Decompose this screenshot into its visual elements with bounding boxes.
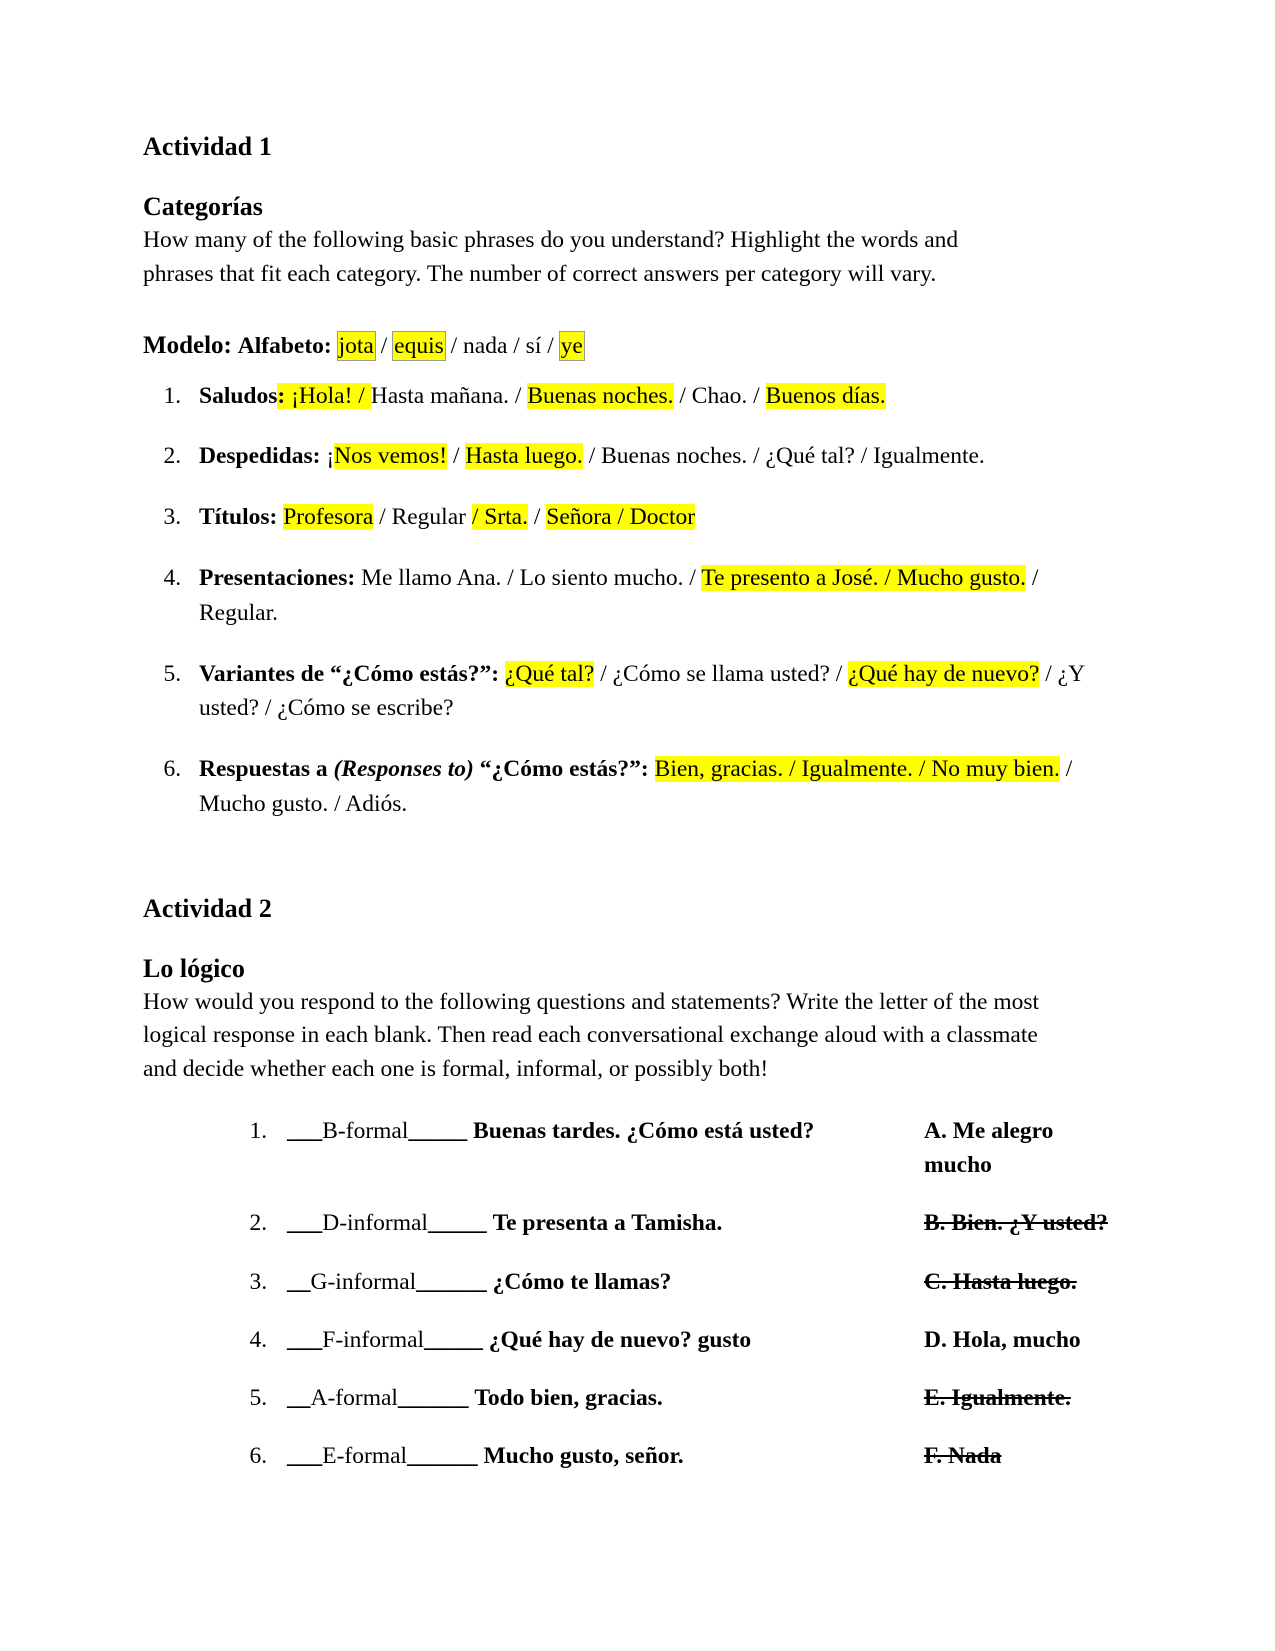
titulos-plain-3: / xyxy=(527,504,547,531)
category-label-despedidas: Despedidas: xyxy=(199,443,321,470)
activity-2-section xyxy=(143,894,1115,1473)
blank-suffix-1: _____ xyxy=(408,1118,468,1145)
modelo-label: Modelo: xyxy=(143,332,232,360)
matching-left-5 xyxy=(287,1381,924,1415)
category-label-presentaciones: Presentaciones: xyxy=(199,564,356,591)
despedidas-hl-2: Hasta luego. xyxy=(465,443,583,470)
despedidas-plain-1: ¡ xyxy=(320,443,335,470)
activity-2-subtitle: Lo lógico xyxy=(143,953,245,983)
activity-1-subtitle: Categorías xyxy=(143,192,263,221)
option-e: E. Igualmente. xyxy=(924,1384,1071,1411)
answer-field-5[interactable]: A-formal xyxy=(310,1384,398,1411)
blank-suffix-6: ______ xyxy=(407,1442,478,1469)
blank-prefix-4: ___ xyxy=(287,1326,323,1353)
presentaciones-hl-1: Te presento a José. / Mucho gusto. xyxy=(701,564,1027,591)
saludos-plain-2: / Chao. / xyxy=(673,382,766,409)
category-item-saludos xyxy=(187,379,1115,414)
prompt-text-5: Todo bien, gracias. xyxy=(474,1384,663,1411)
category-list xyxy=(143,379,1115,822)
option-a: A. Me alegro mucho xyxy=(924,1118,1054,1179)
saludos-hl-2: Buenas noches. xyxy=(527,382,674,409)
category-item-presentaciones xyxy=(187,561,1115,631)
despedidas-hl-1: Nos vemos! xyxy=(334,443,448,470)
prompt-text-2: Te presenta a Tamisha. xyxy=(492,1210,723,1237)
presentaciones-plain-1: Me llamo Ana. / Lo siento mucho. / xyxy=(355,564,702,591)
answer-field-6[interactable]: E-formal xyxy=(322,1442,408,1469)
modelo-category: Alfabeto: xyxy=(237,333,332,360)
category-label-responses-to: (Responses to) xyxy=(333,756,474,783)
saludos-hl-3: Buenos días. xyxy=(765,382,886,409)
matching-row xyxy=(273,1206,1115,1240)
matching-left-4 xyxy=(287,1323,924,1357)
matching-row xyxy=(273,1265,1115,1299)
matching-left-3 xyxy=(287,1265,924,1299)
blank-suffix-2: _____ xyxy=(427,1210,487,1237)
titulos-hl-1: Profesora xyxy=(283,504,374,531)
modelo-option-equis: equis xyxy=(394,333,444,360)
modelo-option-jota: jota xyxy=(338,333,374,360)
titulos-plain-2: / Regular xyxy=(373,504,472,531)
matching-row xyxy=(273,1381,1115,1415)
category-label-variantes: Variantes de “¿Cómo estás?”: xyxy=(199,660,500,687)
category-label-saludos: Saludos xyxy=(199,382,278,409)
blank-prefix-5: __ xyxy=(287,1384,311,1411)
category-label-colon-saludos: : xyxy=(277,382,286,409)
modelo-separator-2: / nada / sí / xyxy=(444,333,560,360)
option-b: B. Bien. ¿Y usted? xyxy=(924,1210,1108,1237)
option-d: D. Hola, mucho xyxy=(924,1326,1081,1353)
despedidas-plain-2: / xyxy=(447,443,466,470)
matching-list xyxy=(143,1114,1115,1472)
blank-prefix-6: ___ xyxy=(287,1442,323,1469)
matching-left-2 xyxy=(287,1206,924,1240)
prompt-text-3: ¿Cómo te llamas? xyxy=(492,1268,672,1295)
respuestas-plain-2: / Mucho gusto. / Adiós. xyxy=(199,756,1073,817)
option-c: C. Hasta luego. xyxy=(924,1268,1077,1295)
category-label-respuestas-a: Respuestas a xyxy=(199,756,334,783)
matching-row xyxy=(273,1114,1115,1182)
respuestas-plain-1 xyxy=(649,756,655,782)
modelo-option-ye: ye xyxy=(560,333,583,360)
category-item-respuestas xyxy=(187,752,1115,822)
presentaciones-plain-2: / Regular. xyxy=(199,564,1039,626)
answer-field-3[interactable]: G-informal xyxy=(310,1268,417,1295)
saludos-hl-1: ¡Hola! / xyxy=(285,382,371,409)
category-label-titulos: Títulos: xyxy=(199,504,278,531)
category-item-variantes xyxy=(187,657,1115,727)
answer-field-1[interactable]: B-formal xyxy=(322,1118,409,1145)
category-item-titulos xyxy=(187,500,1115,535)
saludos-plain-1: Hasta mañana. / xyxy=(370,382,528,409)
modelo-line xyxy=(143,327,1115,365)
answer-field-4[interactable]: F-informal xyxy=(322,1326,425,1353)
blank-prefix-3: __ xyxy=(287,1268,311,1295)
matching-row xyxy=(273,1323,1115,1357)
blank-prefix-2: ___ xyxy=(287,1210,323,1237)
matching-left-1 xyxy=(287,1114,924,1148)
blank-suffix-5: ______ xyxy=(397,1384,469,1411)
prompt-text-6: Mucho gusto, señor. xyxy=(483,1442,684,1469)
matching-row xyxy=(273,1439,1115,1473)
modelo-separator-1: / xyxy=(374,333,394,360)
activity-1-section xyxy=(143,132,1115,822)
titulos-hl-3: Señora / Doctor xyxy=(546,504,696,531)
respuestas-hl-1: Bien, gracias. / Igualmente. / No muy bien. xyxy=(654,756,1060,783)
titulos-hl-2: / Srta. xyxy=(471,504,528,531)
prompt-text-1: Buenas tardes. ¿Cómo está usted? xyxy=(473,1118,815,1145)
answer-field-2[interactable]: D-informal xyxy=(322,1210,428,1237)
category-label-respuestas-quote: “¿Cómo estás?”: xyxy=(473,756,649,783)
variantes-plain-2: / ¿Cómo se llama usted? / xyxy=(594,660,849,687)
activity-1-instructions: How many of the following basic phrases do you understand? Highlight the words and phrases that fit each category. The number of correct answers per category will vary. xyxy=(143,227,959,287)
matching-left-6 xyxy=(287,1439,924,1473)
despedidas-plain-3: / Buenas noches. / ¿Qué tal? / Igualmente. xyxy=(582,443,985,470)
blank-suffix-3: ______ xyxy=(416,1268,487,1295)
option-f: F. Nada xyxy=(924,1442,1002,1469)
prompt-text-4: ¿Qué hay de nuevo? gusto xyxy=(488,1326,752,1353)
blank-suffix-4: _____ xyxy=(424,1326,483,1353)
category-item-despedidas xyxy=(187,439,1115,474)
variantes-hl-1: ¿Qué tal? xyxy=(504,660,595,687)
activity-1-title: Actividad 1 xyxy=(143,132,272,161)
activity-2-title: Actividad 2 xyxy=(143,893,272,923)
blank-prefix-1: ___ xyxy=(287,1118,323,1145)
variantes-plain-3: / ¿Y usted? / ¿Cómo se escribe? xyxy=(199,660,1085,722)
variantes-hl-2: ¿Qué hay de nuevo? xyxy=(848,660,1040,687)
activity-2-instructions: How would you respond to the following questions and statements? Write the letter of the most logical response in each blank. Then read each conversational exchange aloud with a classmate and decide whether each one is formal, informal, or possibly both! xyxy=(143,988,1040,1082)
